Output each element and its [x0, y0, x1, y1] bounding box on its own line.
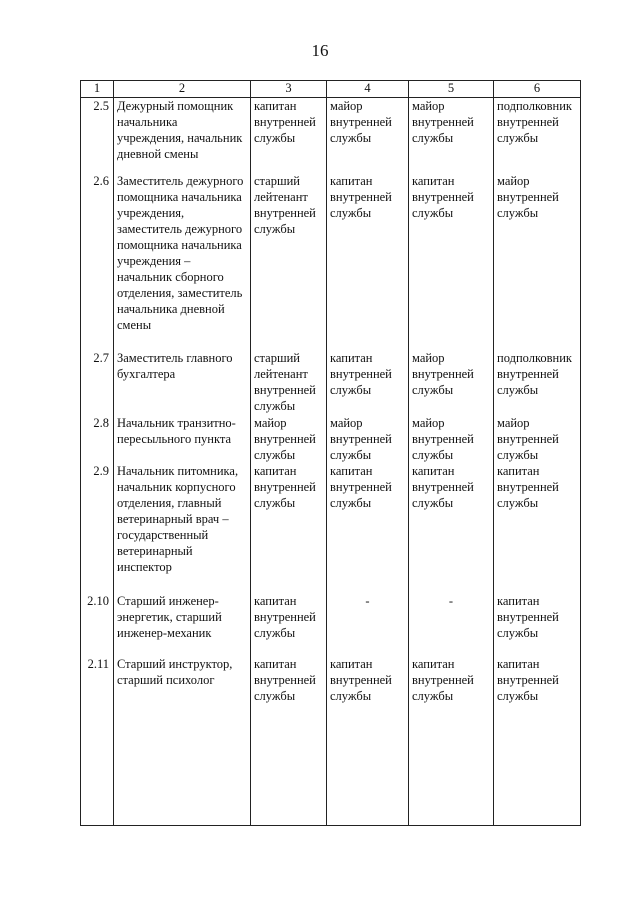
table-row: [81, 173, 581, 350]
position-title: Дежурный помощник начальника учреждения, начальник дневной смены: [114, 98, 251, 173]
table-row: [81, 463, 581, 593]
column-header-5: 5: [409, 81, 494, 98]
row-number: 2.5: [81, 98, 114, 173]
row-number: 2.9: [81, 463, 114, 593]
rank-col-6: капитан внутренней службы: [494, 656, 581, 826]
position-title: Начальник питомника, начальник корпусного отделения, главный ветеринарный врач – государственный ветеринарный инспектор: [114, 463, 251, 593]
rank-col-3: капитан внутренней службы: [251, 593, 327, 656]
rank-col-6: подполковник внутренней службы: [494, 350, 581, 415]
rank-col-5: майор внутренней службы: [409, 98, 494, 173]
rank-col-6: майор внутренней службы: [494, 415, 581, 463]
rank-col-6: капитан внутренней службы: [494, 463, 581, 593]
rank-col-5: -: [409, 593, 494, 656]
rank-col-4: майор внутренней службы: [327, 415, 409, 463]
rank-col-3: капитан внутренней службы: [251, 98, 327, 173]
row-number: 2.6: [81, 173, 114, 350]
rank-col-5: капитан внутренней службы: [409, 656, 494, 826]
row-number: 2.7: [81, 350, 114, 415]
rank-col-4: майор внутренней службы: [327, 98, 409, 173]
rank-col-6: подполковник внутренней службы: [494, 98, 581, 173]
position-title: Заместитель главного бухгалтера: [114, 350, 251, 415]
column-header-6: 6: [494, 81, 581, 98]
table-header-row: [81, 81, 581, 98]
table-row: [81, 656, 581, 826]
rank-col-6: капитан внутренней службы: [494, 593, 581, 656]
position-title: Старший инженер-энергетик, старший инженер-механик: [114, 593, 251, 656]
rank-col-5: капитан внутренней службы: [409, 463, 494, 593]
rank-col-3: капитан внутренней службы: [251, 656, 327, 826]
rank-col-6: майор внутренней службы: [494, 173, 581, 350]
rank-col-5: майор внутренней службы: [409, 350, 494, 415]
row-number: 2.8: [81, 415, 114, 463]
row-number: 2.11: [81, 656, 114, 826]
rank-col-4: капитан внутренней службы: [327, 656, 409, 826]
column-header-1: 1: [81, 81, 114, 98]
rank-col-3: старший лейтенант внутренней службы: [251, 350, 327, 415]
table-row: [81, 350, 581, 415]
rank-col-5: майор внутренней службы: [409, 415, 494, 463]
rank-col-3: старший лейтенант внутренней службы: [251, 173, 327, 350]
column-header-2: 2: [114, 81, 251, 98]
row-number: 2.10: [81, 593, 114, 656]
rank-col-3: капитан внутренней службы: [251, 463, 327, 593]
rank-col-3: майор внутренней службы: [251, 415, 327, 463]
position-title: Старший инструктор, старший психолог: [114, 656, 251, 826]
page-number: 16: [311, 41, 329, 60]
rank-col-4: капитан внутренней службы: [327, 173, 409, 350]
table-row: [81, 593, 581, 656]
position-title: Заместитель дежурного помощника начальника учреждения, заместитель дежурного помощника начальника учреждения – начальник сборного отделения, заместитель начальника дневной смены: [114, 173, 251, 350]
table-row: [81, 98, 581, 173]
rank-col-4: капитан внутренней службы: [327, 463, 409, 593]
ranks-table: [80, 80, 581, 826]
rank-col-4: капитан внутренней службы: [327, 350, 409, 415]
column-header-4: 4: [327, 81, 409, 98]
rank-col-5: капитан внутренней службы: [409, 173, 494, 350]
column-header-3: 3: [251, 81, 327, 98]
table-row: [81, 415, 581, 463]
position-title: Начальник транзитно-пересыльного пункта: [114, 415, 251, 463]
rank-col-4: -: [327, 593, 409, 656]
